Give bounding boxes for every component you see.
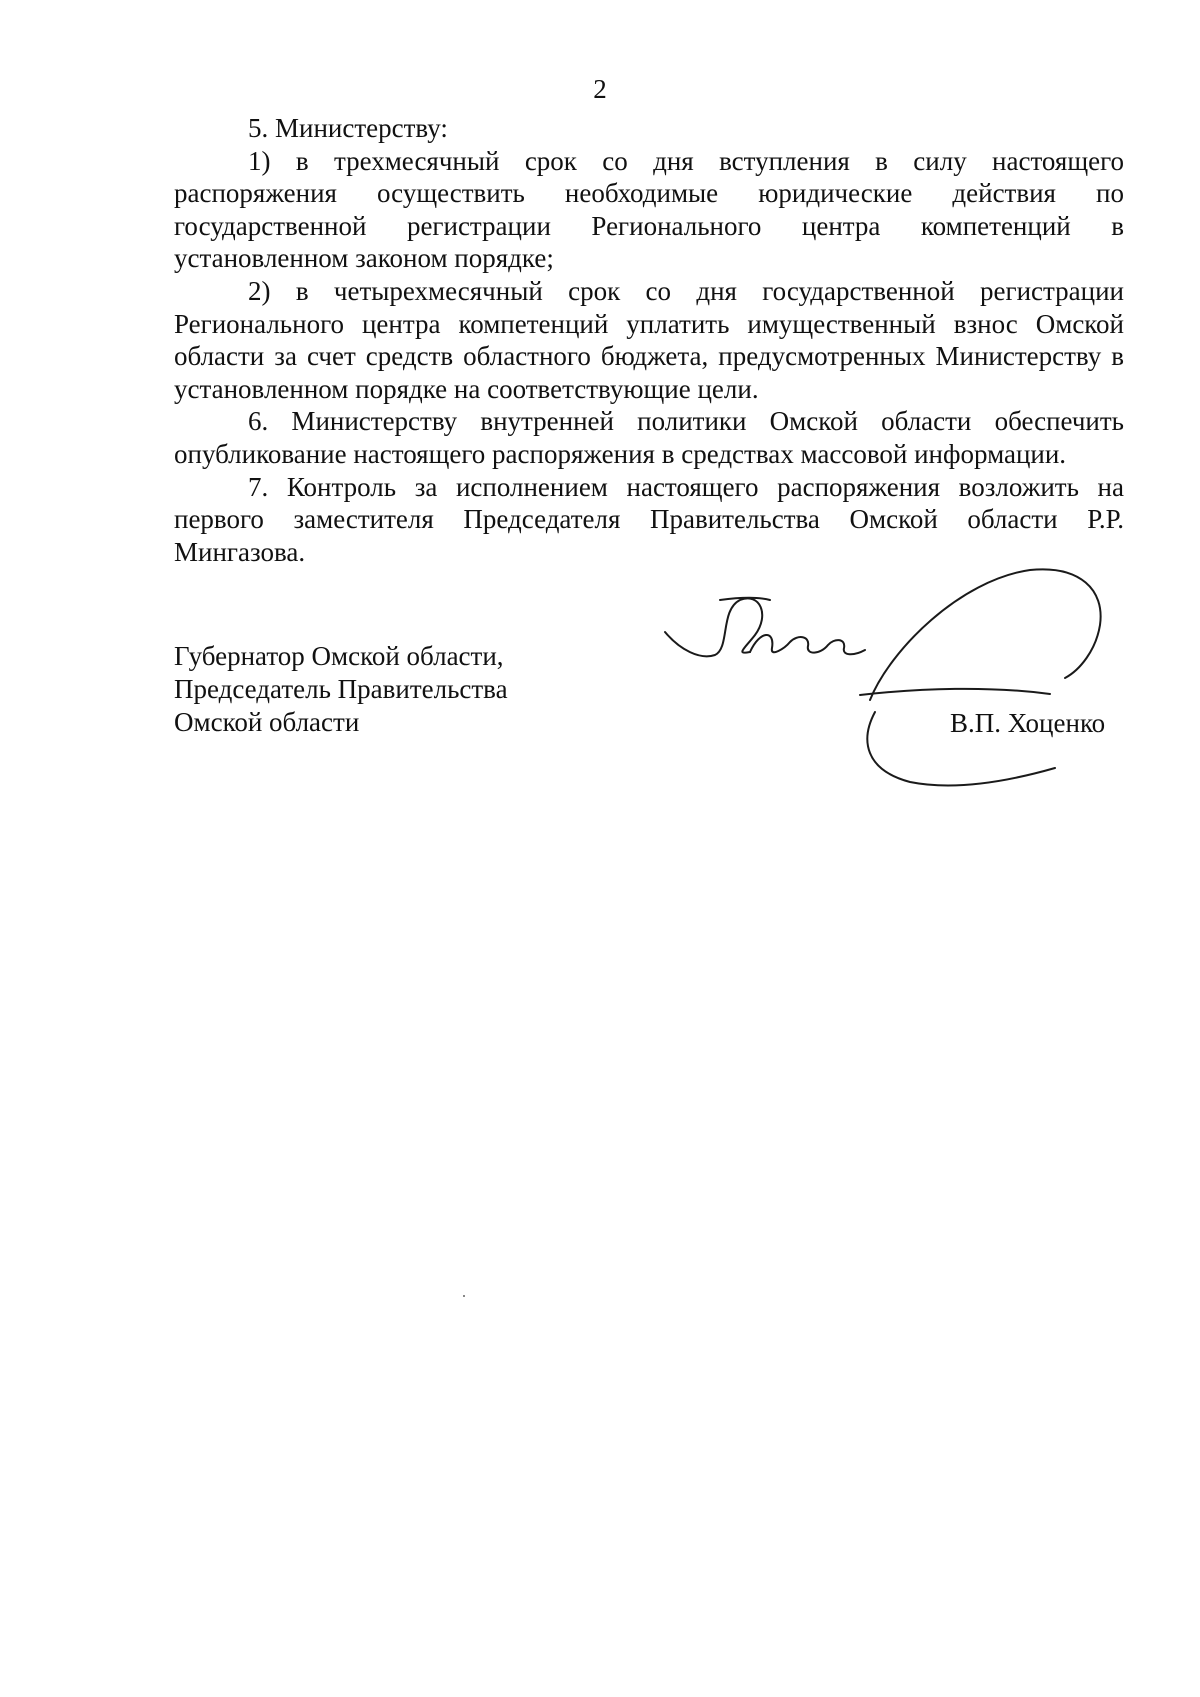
scan-artifact — [463, 1295, 465, 1297]
position-line: Председатель Правительства — [174, 674, 508, 704]
position-line: Губернатор Омской области, — [174, 641, 504, 671]
signer-name: В.П. Хоценко — [950, 708, 1106, 738]
signatory-position — [174, 640, 508, 739]
paragraph-item-6: 6. Министерству внутренней политики Омской области обеспечить опубликование настоящего распоряжения в средствах массовой информации. — [174, 406, 1124, 469]
page-number: 2 — [593, 74, 607, 104]
handwritten-signature — [660, 560, 1140, 800]
position-line: Омской области — [174, 707, 360, 737]
paragraph-subitem-2: 2) в четырехмесячный срок со дня государственной регистрации Регионального центра компетенций уплатить имущественный взнос Омской области за счет средств областного бюджета, предусмотренных Министерству в установленном порядке на соответствующие цели. — [174, 275, 1124, 404]
paragraph-subitem-1: 1) в трехмесячный срок со дня вступления в силу настоящего распоряжения осуществить необходимые юридические действия по государственной регистрации Регионального центра компетенций в установленном законом порядке; — [174, 145, 1124, 274]
paragraph-item-7: 7. Контроль за исполнением настоящего распоряжения возложить на первого заместителя Председателя Правительства Омской области Р.Р. Мингазова. — [174, 471, 1124, 567]
document-body — [174, 112, 1124, 568]
paragraph-item-5: 5. Министерству: — [248, 113, 448, 143]
